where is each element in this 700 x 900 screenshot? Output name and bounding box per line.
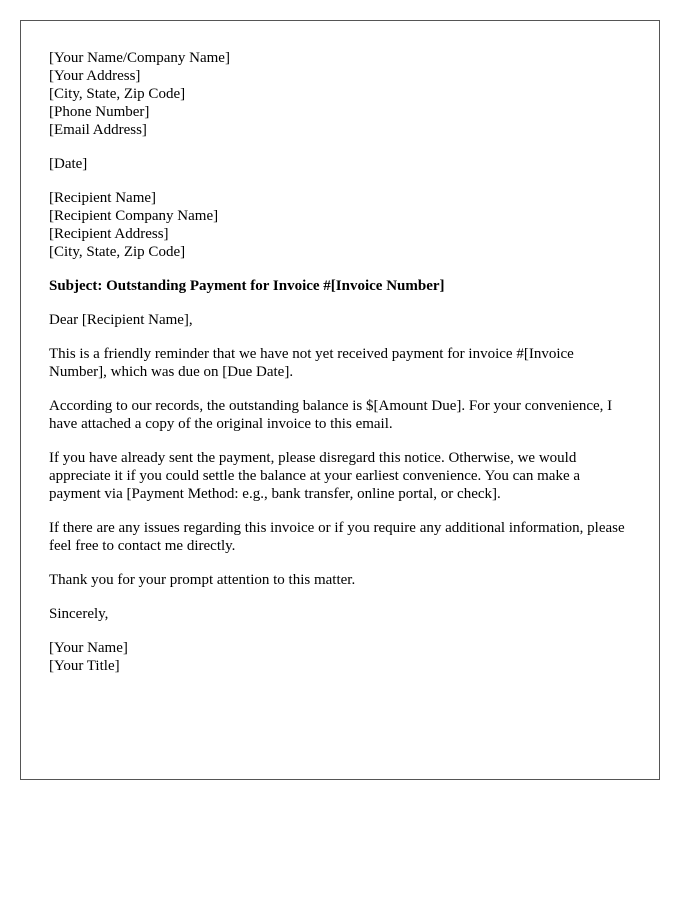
sender-email: [Email Address] [49,122,147,138]
sender-city-state-zip: [City, State, Zip Code] [49,86,186,102]
signature-title: [Your Title] [49,658,120,674]
signature-name: [Your Name] [49,640,128,656]
sender-name: [Your Name/Company Name] [49,50,230,66]
letter-date: [Date] [49,156,88,172]
recipient-city-state-zip: [City, State, Zip Code] [49,244,186,260]
paragraph-payment: If you have already sent the payment, please disregard this notice. Otherwise, we would appreciate it if you could settle the balance at your earliest convenience. You can make a payment via [Payment Method: e.g., bank transfer, online portal, or check]. [49,450,581,502]
recipient-block [49,189,631,261]
sender-block [49,49,631,139]
letter-page [20,20,660,780]
recipient-address: [Recipient Address] [49,226,169,242]
recipient-name: [Recipient Name] [49,190,157,206]
sender-phone: [Phone Number] [49,104,150,120]
paragraph-reminder: This is a friendly reminder that we have not yet received payment for invoice #[Invoice Number], which was due on [Due Date]. [49,346,574,380]
salutation: Dear [Recipient Name], [49,312,193,328]
date-block [49,155,631,173]
paragraph-balance: According to our records, the outstanding balance is $[Amount Due]. For your convenience, I have attached a copy of the original invoice to this email. [49,398,613,432]
paragraph-thanks: Thank you for your prompt attention to this matter. [49,572,356,588]
sender-address: [Your Address] [49,68,141,84]
recipient-company: [Recipient Company Name] [49,208,219,224]
subject-line: Subject: Outstanding Payment for Invoice #[Invoice Number] [49,278,445,294]
closing: Sincerely, [49,606,109,622]
signature-block [49,639,631,675]
paragraph-contact: If there are any issues regarding this invoice or if you require any additional information, please feel free to contact me directly. [49,520,625,554]
